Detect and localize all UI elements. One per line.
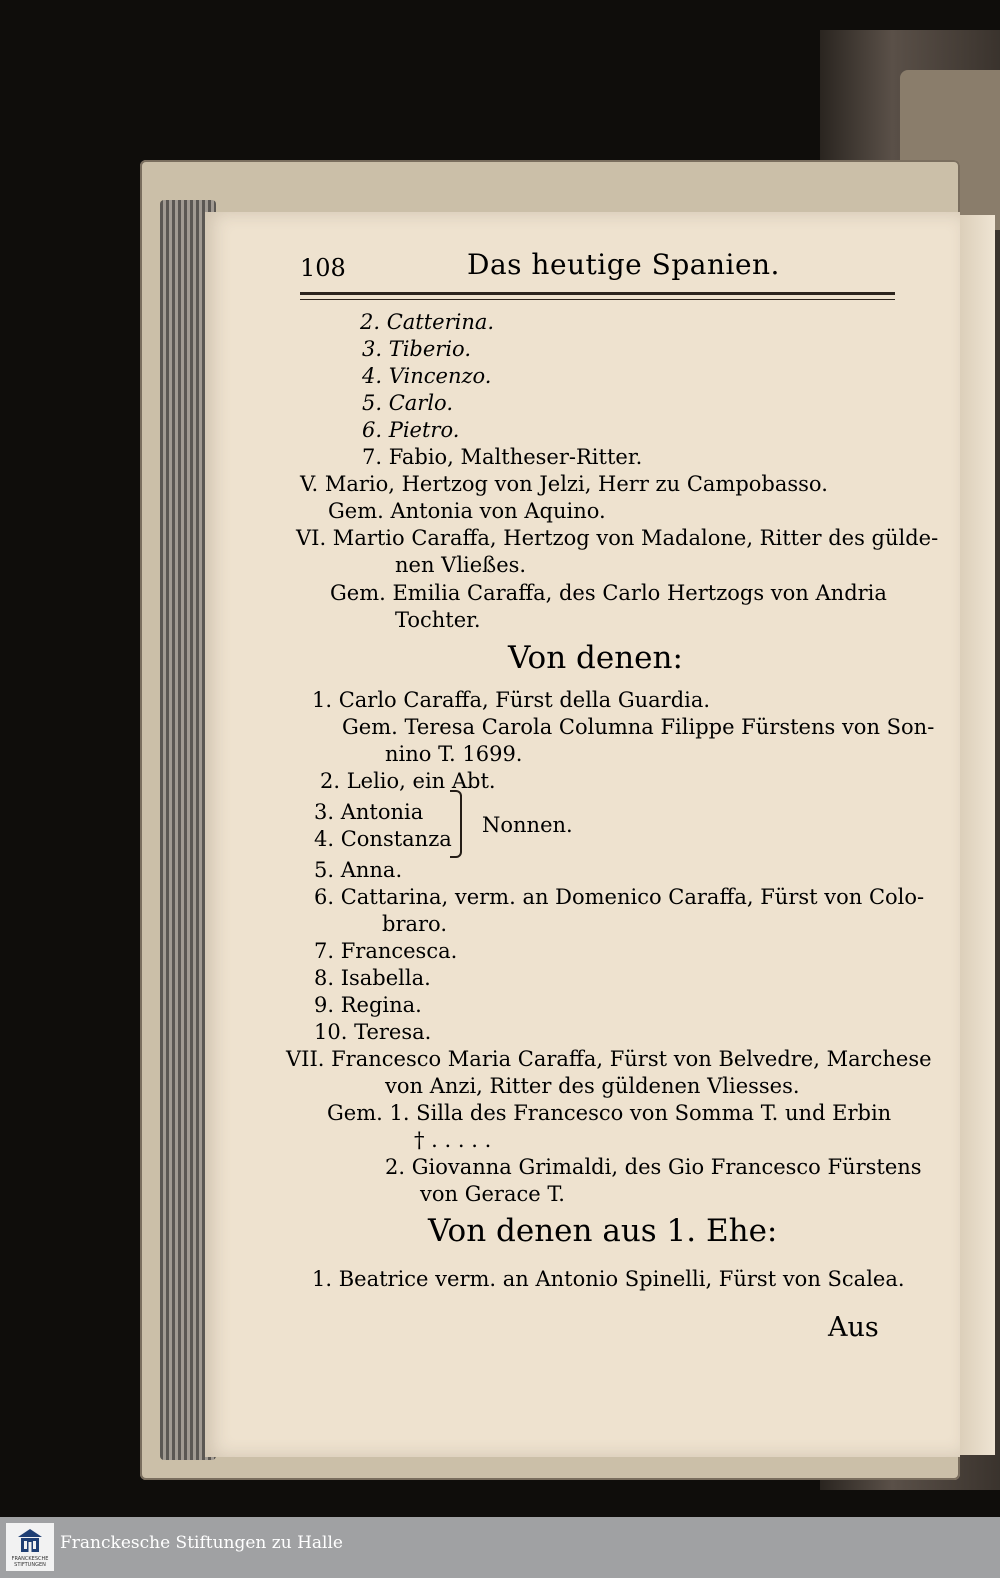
- text-line: nino T. 1699.: [385, 742, 523, 766]
- text-line: 7. Fabio, Maltheser-Ritter.: [362, 445, 643, 469]
- section-heading: Von denen:: [508, 640, 683, 676]
- institution-name: Franckesche Stiftungen zu Halle: [60, 1533, 343, 1553]
- header-rule: [300, 292, 895, 300]
- text-line: 2. Catterina.: [360, 310, 495, 334]
- grouping-bracket: [450, 790, 462, 858]
- footer-bar: [0, 1517, 1000, 1578]
- text-line: braro.: [382, 912, 447, 936]
- text-line: von Gerace T.: [420, 1182, 565, 1206]
- text-line: Tochter.: [395, 608, 481, 632]
- page-number: 108: [300, 254, 346, 282]
- text-line: 1. Carlo Caraffa, Fürst della Guardia.: [312, 688, 711, 712]
- text-line: 6. Pietro.: [362, 418, 460, 442]
- text-line: 4. Vincenzo.: [362, 364, 492, 388]
- text-line: VI. Martio Caraffa, Hertzog von Madalone, Ritter des gülde-: [296, 526, 939, 550]
- text-line: 10. Teresa.: [314, 1020, 432, 1044]
- text-line: Nonnen.: [482, 813, 573, 837]
- text-line: 5. Carlo.: [362, 391, 454, 415]
- institution-logo: [6, 1523, 54, 1571]
- text-line: 7. Francesca.: [314, 939, 458, 963]
- text-line: VII. Francesco Maria Caraffa, Fürst von Belvedre, Marchese: [286, 1047, 932, 1071]
- text-line: von Anzi, Ritter des güldenen Vliesses.: [385, 1074, 800, 1098]
- text-line: nen Vließes.: [395, 553, 527, 577]
- text-line: 1. Beatrice verm. an Antonio Spinelli, Fürst von Scalea.: [312, 1267, 905, 1291]
- text-line: 2. Lelio, ein Abt.: [320, 769, 496, 793]
- text-line: 5. Anna.: [314, 858, 403, 882]
- text-line: Gem. 1. Silla des Francesco von Somma T. und Erbin: [327, 1101, 892, 1125]
- section-heading: Von denen aus 1. Ehe:: [428, 1213, 778, 1249]
- text-line: † . . . . .: [414, 1128, 492, 1152]
- logo-text: FRANCKESCHE STIFTUNGEN: [11, 1556, 49, 1568]
- running-title: Das heutige Spanien.: [467, 248, 780, 281]
- page-gutter: [955, 215, 995, 1455]
- text-line: V. Mario, Hertzog von Jelzi, Herr zu Campobasso.: [300, 472, 828, 496]
- text-line: 4. Constanza: [314, 827, 452, 851]
- text-line: 6. Cattarina, verm. an Domenico Caraffa, Fürst von Colo-: [314, 885, 925, 909]
- catchword: Aus: [828, 1312, 879, 1343]
- text-line: Gem. Teresa Carola Columna Filippe Fürstens von Son-: [342, 715, 935, 739]
- building-icon: [16, 1527, 44, 1555]
- text-line: 3. Antonia: [314, 800, 424, 824]
- text-line: 2. Giovanna Grimaldi, des Gio Francesco Fürstens: [385, 1155, 922, 1179]
- text-line: 9. Regina.: [314, 993, 422, 1017]
- text-line: 8. Isabella.: [314, 966, 431, 990]
- text-line: 3. Tiberio.: [362, 337, 472, 361]
- text-line: Gem. Antonia von Aquino.: [328, 499, 606, 523]
- text-line: Gem. Emilia Caraffa, des Carlo Hertzogs von Andria: [330, 581, 887, 605]
